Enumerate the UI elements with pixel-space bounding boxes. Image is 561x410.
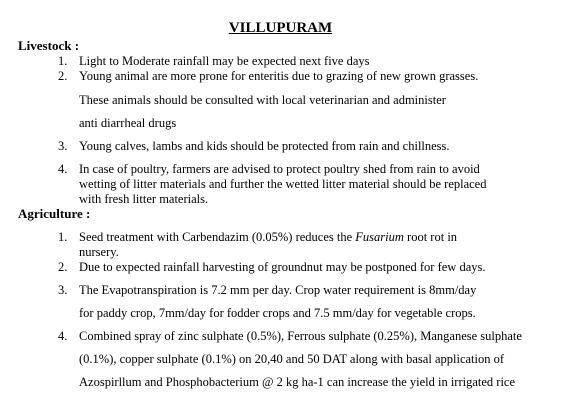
agriculture-item-1-line-2: nursery. xyxy=(79,245,119,259)
agriculture-item-4-number: 4. xyxy=(58,329,68,343)
livestock-item-4-line-1: In case of poultry, farmers are advised to protect poultry shed from rain to avoid xyxy=(79,162,480,176)
livestock-item-2-line-1: Young animal are more prone for enteritis due to grazing of new grown grasses. xyxy=(79,69,479,83)
agriculture-item-4-line-3: Azospirllum and Phosphobacterium @ 2 kg ha-1 can increase the yield in irrigated rice xyxy=(79,375,516,389)
livestock-item-1-number: 1. xyxy=(58,54,68,68)
agriculture-heading: Agriculture : xyxy=(18,206,91,221)
agriculture-item-2-text: Due to expected rainfall harvesting of groundnut may be postponed for few days. xyxy=(79,260,486,274)
livestock-heading: Livestock : xyxy=(18,38,80,53)
livestock-item-2-number: 2. xyxy=(58,69,68,83)
livestock-item-4-number: 4. xyxy=(58,162,68,176)
agriculture-item-4-line-1: Combined spray of zinc sulphate (0.5%), Ferrous sulphate (0.25%), Manganese sulphate xyxy=(79,329,522,343)
agriculture-item-2-number: 2. xyxy=(58,260,68,274)
agriculture-item-3-line-1: The Evapotranspiration is 7.2 mm per day. Crop water requirement is 8mm/day xyxy=(79,283,477,297)
agriculture-item-1-text-b: root rot in xyxy=(407,230,458,244)
livestock-item-3-number: 3. xyxy=(58,139,68,153)
agriculture-item-1-line-1 xyxy=(79,230,457,244)
livestock-item-3-text: Young calves, lambs and kids should be protected from rain and chillness. xyxy=(79,139,450,153)
agriculture-item-1-fusarium: Fusarium xyxy=(355,230,404,244)
livestock-item-4-line-3: with fresh litter materials. xyxy=(79,192,209,206)
agriculture-item-1-text-a: Seed treatment with Carbendazim (0.05%) reduces the xyxy=(79,230,353,244)
livestock-item-2-line-2: These animals should be consulted with local veterinarian and administer xyxy=(79,93,446,107)
livestock-item-1-text: Light to Moderate rainfall may be expected next five days xyxy=(79,54,370,68)
agriculture-item-3-number: 3. xyxy=(58,283,68,297)
agriculture-item-1-number: 1. xyxy=(58,230,68,244)
livestock-item-4-line-2: wetting of litter materials and further the wetted litter material should be replaced xyxy=(79,177,487,191)
agriculture-item-4-line-2: (0.1%), copper sulphate (0.1%) on 20,40 and 50 DAT along with basal application of xyxy=(79,352,505,366)
page-title: VILLUPURAM xyxy=(228,20,333,36)
livestock-item-2-line-3: anti diarrheal drugs xyxy=(79,116,177,130)
agriculture-item-3-line-2: for paddy crop, 7mm/day for fodder crops and 7.5 mm/day for vegetable crops. xyxy=(79,306,476,320)
